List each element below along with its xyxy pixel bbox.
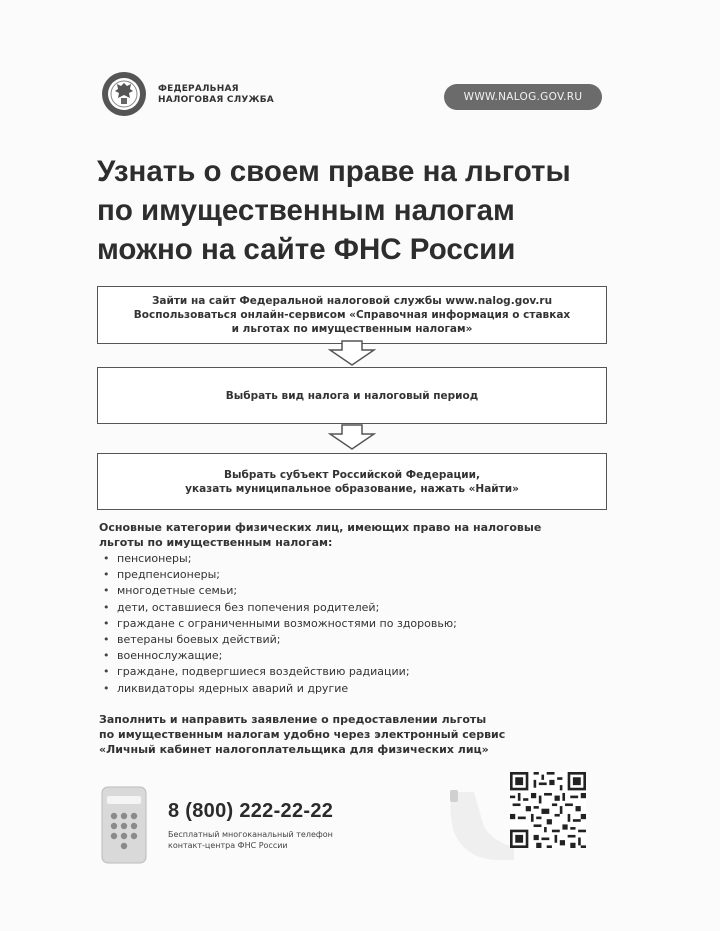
categories-list [103, 551, 457, 697]
step3-line2: указать муниципальное образование, нажать «Найти» [185, 482, 519, 495]
down-arrow-icon [328, 340, 376, 366]
step-box-2 [97, 367, 607, 424]
categories-heading [99, 520, 619, 550]
down-arrow-icon [328, 424, 376, 450]
list-item: • дети, оставшиеся без попечения родителей; [103, 600, 457, 616]
apply-line2: по имущественным налогам удобно через электронный сервис [99, 728, 506, 741]
list-item: • военнослужащие; [103, 648, 457, 664]
step1-line3: и льготах по имущественным налогам» [231, 323, 473, 335]
list-item: • ликвидаторы ядерных аварий и другие [103, 681, 457, 697]
fns-emblem-icon [101, 71, 147, 117]
org-name-line1: ФЕДЕРАЛЬНАЯ [158, 84, 239, 94]
phone-desc-line1: Бесплатный многоканальный телефон [168, 830, 333, 839]
apply-paragraph [99, 712, 619, 757]
website-badge: WWW.NALOG.GOV.RU [444, 84, 602, 110]
categories-heading-line2: льготы по имущественным налогам: [99, 536, 333, 549]
list-item: • предпенсионеры; [103, 567, 457, 583]
phone-number: 8 (800) 222-22-22 [168, 800, 334, 822]
step-box-3 [97, 453, 607, 510]
title-line3: можно на сайте ФНС России [97, 233, 516, 266]
list-item: • ветераны боевых действий; [103, 632, 457, 648]
list-item: • граждане с ограниченными возможностями по здоровью; [103, 616, 457, 632]
step1-line1: Зайти на сайт Федеральной налоговой службы www.nalog.gov.ru [151, 295, 553, 307]
qr-code-icon[interactable] [510, 772, 586, 848]
list-item: • граждане, подвергшиеся воздействию радиации; [103, 664, 457, 680]
list-item: • многодетные семьи; [103, 583, 457, 599]
page-title [97, 152, 657, 269]
org-name [158, 84, 274, 106]
apply-line1: Заполнить и направить заявление о предоставлении льготы [99, 713, 487, 726]
phone-description [168, 829, 333, 851]
step-box-1 [97, 286, 607, 344]
title-line1: Узнать о своем праве на льготы [97, 155, 571, 188]
list-item: • пенсионеры; [103, 551, 457, 567]
step1-line2: Воспользоваться онлайн-сервисом «Справочная информация о ставках [133, 309, 571, 321]
step2-line1: Выбрать вид налога и налоговый период [225, 389, 479, 402]
org-name-line2: НАЛОГОВАЯ СЛУЖБА [158, 95, 274, 105]
phone-keypad-icon [101, 786, 147, 864]
step3-line1: Выбрать субъект Российской Федерации, [224, 468, 480, 481]
apply-line3: «Личный кабинет налогоплательщика для физических лиц» [99, 743, 489, 756]
title-line2: по имущественным налогам [97, 194, 515, 227]
phone-desc-line2: контакт-центра ФНС России [168, 841, 288, 850]
categories-heading-line1: Основные категории физических лиц, имеющих право на налоговые [99, 521, 542, 534]
